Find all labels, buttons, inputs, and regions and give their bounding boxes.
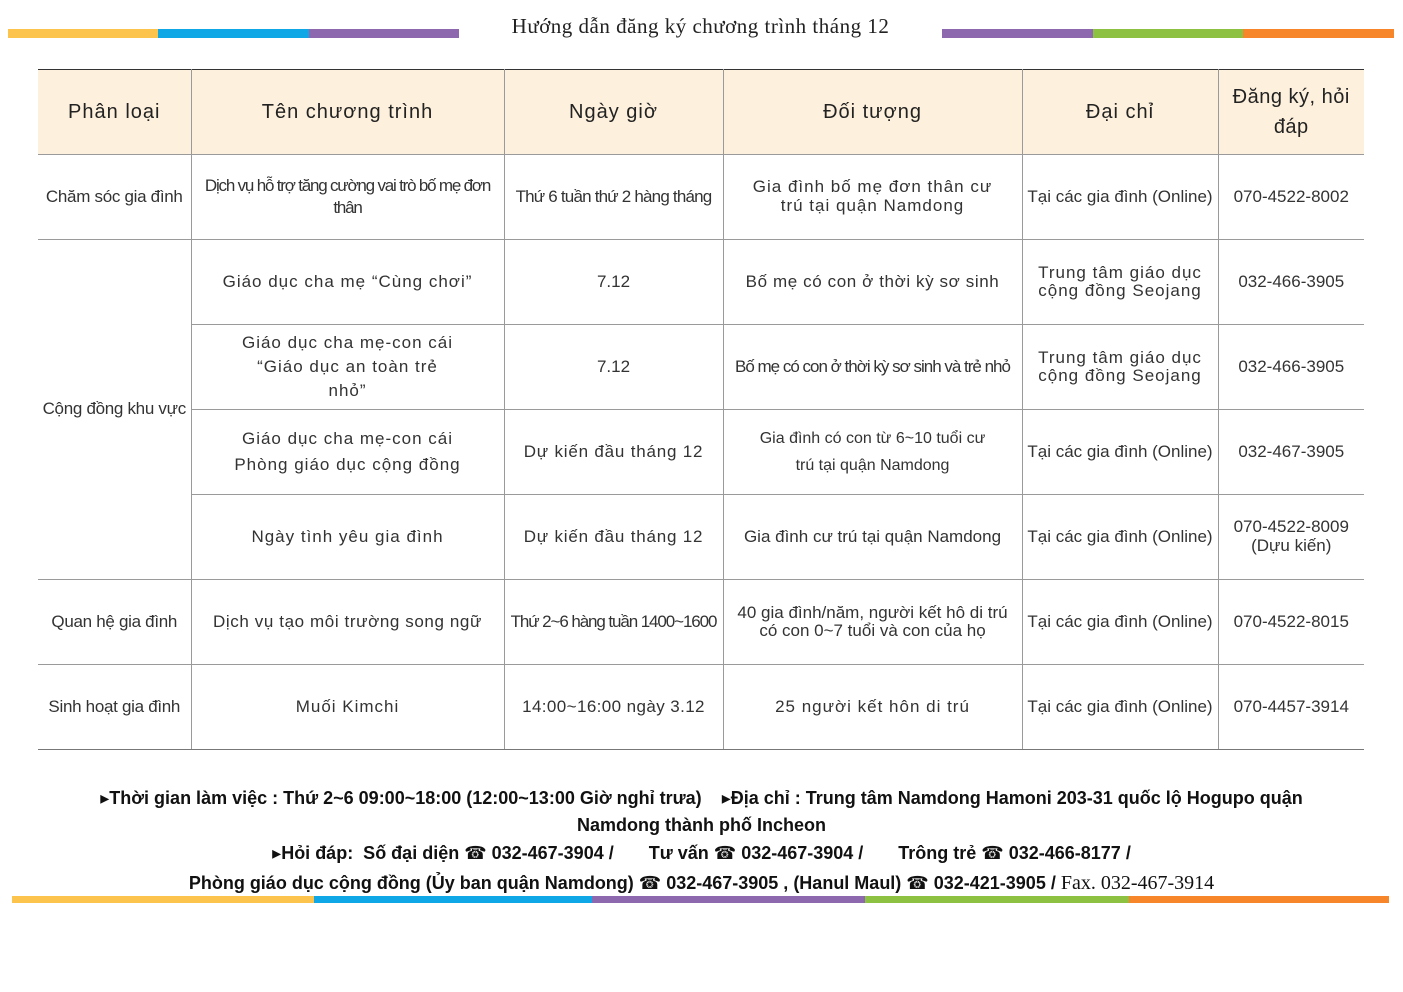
program-table [38, 69, 1364, 750]
place-cell: Tại các gia đình (Online) [1022, 665, 1218, 750]
target-cell: Gia đình cư trú tại quận Namdong [723, 495, 1022, 580]
footer-line-4 [40, 872, 1363, 895]
category-cell: Cộng đồng khu vực [38, 240, 191, 580]
target-cell: Bố mẹ có con ở thời kỳ sơ sinh [723, 240, 1022, 325]
footer-line-3: ▸Hỏi đáp: Số đại diện ☎ 032-467-3904 / Tư vấn ☎ 032-467-3904 / Trông trẻ ☎ 032-466-8177 / [272, 843, 1131, 863]
header-time: Ngày giờ [504, 70, 723, 155]
top-bar-green [1093, 29, 1243, 38]
contact-cell: 032-466-3905 [1218, 325, 1364, 410]
bottom-bar-yellow [12, 896, 314, 903]
header-category: Phân loại [38, 70, 191, 155]
target-cell: 40 gia đình/năm, người kết hô di trú có con 0~7 tuổi và con của họ [723, 580, 1022, 665]
program-cell: Muối Kimchi [191, 665, 504, 750]
top-bar-purple [309, 29, 459, 38]
program-cell: Ngày tình yêu gia đình [191, 495, 504, 580]
program-cell: Giáo dục cha mẹ “Cùng chơi” [191, 240, 504, 325]
contact-cell: 070-4457-3914 [1218, 665, 1364, 750]
time-cell: 7.12 [504, 325, 723, 410]
target-cell: Gia đình bố mẹ đơn thân cư trú tại quận Namdong [723, 155, 1022, 240]
contact-cell: 070-4522-8015 [1218, 580, 1364, 665]
footer-line-1 [40, 788, 1363, 809]
time-cell: 14:00~16:00 ngày 3.12 [504, 665, 723, 750]
top-bar-purple-right [942, 29, 1093, 38]
contact-cell: 070-4522-8002 [1218, 155, 1364, 240]
time-cell: Thứ 6 tuần thứ 2 hàng tháng [504, 155, 723, 240]
time-cell: Dự kiến đầu tháng 12 [504, 495, 723, 580]
header-place: Đại chỉ [1022, 70, 1218, 155]
place-cell: Trung tâm giáo dục cộng đồng Seojang [1022, 240, 1218, 325]
working-hours: ▸Thời gian làm việc : Thứ 2~6 09:00~18:00 (12:00~13:00 Giờ nghỉ trưa) [100, 788, 702, 808]
program-cell: Dịch vụ tạo môi trường song ngữ [191, 580, 504, 665]
category-cell: Chăm sóc gia đình [38, 155, 191, 240]
bottom-bar-purple [592, 896, 865, 903]
place-cell: Tại các gia đình (Online) [1022, 580, 1218, 665]
contact-cell: 032-466-3905 [1218, 240, 1364, 325]
program-cell: Giáo dục cha mẹ-con cái “Giáo dục an toàn trẻ nhỏ” [191, 325, 504, 410]
program-cell: Dịch vụ hỗ trợ tăng cường vai trò bố mẹ đơn thân [191, 155, 504, 240]
table-row [38, 665, 1364, 750]
place-cell: Tại các gia đình (Online) [1022, 155, 1218, 240]
table-row [38, 325, 1364, 410]
contact-line: Phòng giáo dục cộng đồng (Ủy ban quận Namdong) ☎ 032-467-3905 , (Hanul Maul) ☎ 032-421-3905 / [188, 873, 1056, 893]
contact-cell: 070-4522-8009 (Dựu kiến) [1218, 495, 1364, 580]
time-cell: 7.12 [504, 240, 723, 325]
program-cell: Giáo dục cha mẹ-con cái Phòng giáo dục cộng đồng [191, 410, 504, 495]
time-cell: Dự kiến đầu tháng 12 [504, 410, 723, 495]
table-row [38, 410, 1364, 495]
bottom-bar-green [865, 896, 1129, 903]
header-target: Đối tượng [723, 70, 1022, 155]
fax-number: Fax. 032-467-3914 [1060, 872, 1215, 894]
time-cell: Thứ 2~6 hàng tuần 1400~1600 [504, 580, 723, 665]
address: ▸Địa chỉ : Trung tâm Namdong Hamoni 203-31 quốc lộ Hogupo quận [721, 788, 1303, 808]
page-title: Hướng dẫn đăng ký chương trình tháng 12 [511, 14, 890, 38]
bottom-bar-orange [1129, 896, 1389, 903]
target-cell: Gia đình có con từ 6~10 tuổi cư trú tại quận Namdong [723, 410, 1022, 495]
target-cell: Bố mẹ có con ở thời kỳ sơ sinh và trẻ nhỏ [723, 325, 1022, 410]
category-cell: Sinh hoạt gia đình [38, 665, 191, 750]
category-cell: Quan hệ gia đình [38, 580, 191, 665]
table-row [38, 240, 1364, 325]
place-cell: Trung tâm giáo dục cộng đồng Seojang [1022, 325, 1218, 410]
top-bar-blue [158, 29, 309, 38]
table-row [38, 580, 1364, 665]
place-cell: Tại các gia đình (Online) [1022, 495, 1218, 580]
target-cell: 25 người kết hôn di trú [723, 665, 1022, 750]
table-header-row [38, 70, 1364, 155]
table-row [38, 495, 1364, 580]
bottom-bar-blue [314, 896, 592, 903]
header-program: Tên chương trình [191, 70, 504, 155]
table-row [38, 155, 1364, 240]
top-bar-yellow [8, 29, 158, 38]
top-bar-orange [1243, 29, 1394, 38]
footer-line-2: Namdong thành phố Incheon [577, 815, 826, 835]
place-cell: Tại các gia đình (Online) [1022, 410, 1218, 495]
contact-cell: 032-467-3905 [1218, 410, 1364, 495]
header-contact: Đăng ký, hỏi đáp [1218, 70, 1364, 155]
